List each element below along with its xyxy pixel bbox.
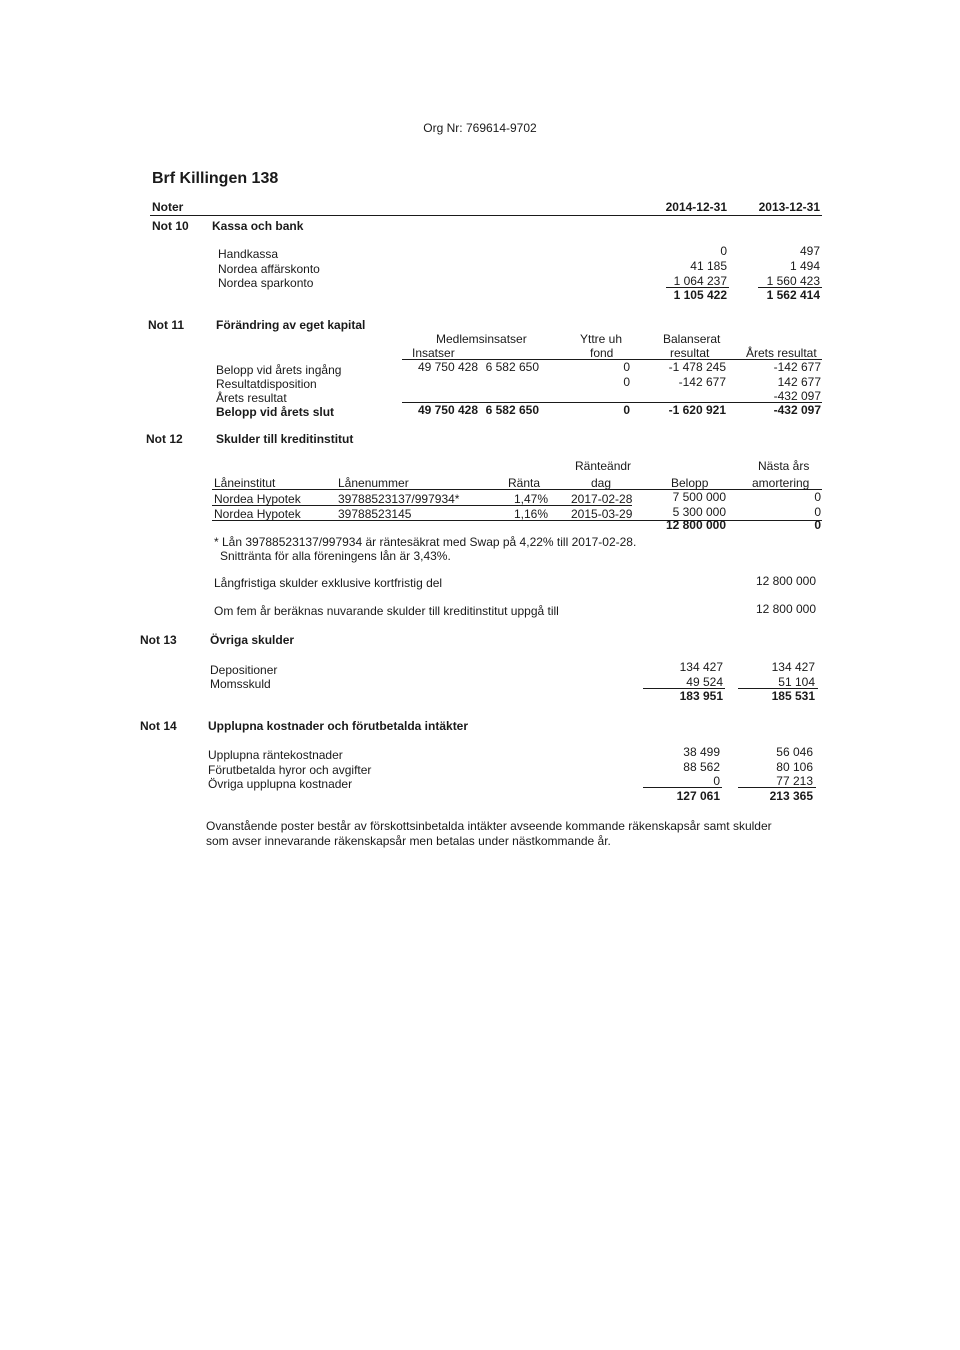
- value-2013: 80 106: [776, 760, 813, 774]
- note-11-label: Not 11: [148, 318, 185, 332]
- loan-number: 39788523137/997934*: [338, 492, 460, 506]
- value-2014: 0: [713, 774, 720, 788]
- sum-rule: [643, 787, 722, 788]
- value-2013: 77 213: [776, 774, 813, 788]
- value-arets: -142 677: [773, 360, 821, 374]
- column-header-amortering: amortering: [752, 476, 810, 490]
- value-balanserat: -1 478 245: [668, 360, 726, 374]
- column-header-arets-resultat: Årets resultat: [746, 346, 817, 360]
- average-rate-note: Snittränta för alla föreningens lån är 3,43%.: [220, 549, 451, 563]
- value-2014: 49 524: [686, 675, 723, 689]
- five-year-debt-label: Om fem år beräknas nuvarande skulder till kreditinstitut uppgå till: [214, 604, 559, 618]
- value-yttre: 0: [623, 360, 630, 374]
- header-rule: [150, 215, 822, 216]
- loan-rate-change-date: 2015-03-29: [571, 507, 633, 521]
- total-arets: -432 097: [773, 403, 821, 417]
- column-header-resultat: resultat: [670, 346, 710, 360]
- value-2013: 497: [799, 244, 820, 258]
- loan-amount: 5 300 000: [672, 505, 726, 519]
- sum-rule: [212, 520, 822, 521]
- value-2014: 134 427: [679, 660, 723, 674]
- column-header-insatser: Insatser: [412, 346, 455, 360]
- value-yttre: 0: [623, 375, 630, 389]
- loan-amortization: 0: [814, 490, 821, 504]
- total-2014: 183 951: [679, 689, 723, 703]
- column-header-dag: dag: [591, 476, 612, 490]
- total-balanserat: -1 620 921: [668, 403, 726, 417]
- footnote-line-2: som avser innevarande räkenskapsår men betalas under nästkommande år.: [206, 834, 611, 848]
- loan-amount: 7 500 000: [672, 490, 726, 504]
- value-2014: 88 562: [683, 760, 720, 774]
- total-2013: 213 365: [769, 789, 813, 803]
- row-label: Årets resultat: [216, 391, 287, 405]
- row-label: Nordea sparkonto: [218, 276, 314, 290]
- note-13-title: Övriga skulder: [210, 633, 295, 647]
- row-label: Belopp vid årets ingång: [216, 363, 342, 377]
- loan-rate: 1,47%: [513, 492, 548, 506]
- column-header-laneinstitut: Låneinstitut: [214, 476, 276, 490]
- row-label: Momsskuld: [210, 677, 271, 691]
- column-header-ranteandr: Ränteändr: [575, 459, 632, 473]
- company-name: Brf Killingen 138: [152, 170, 279, 187]
- total-2014: 127 061: [676, 789, 720, 803]
- value-2014: 41 185: [690, 259, 727, 273]
- notes-heading: Noter: [152, 200, 184, 214]
- loan-rate-change-date: 2017-02-28: [571, 492, 633, 506]
- total-insatser: 49 750 428: [417, 403, 478, 417]
- row-label: Depositioner: [210, 663, 278, 677]
- row-label: Resultatdisposition: [216, 377, 317, 391]
- org-number: Org Nr: 769614-9702: [423, 121, 537, 135]
- note-10-title: Kassa och bank: [212, 219, 304, 233]
- column-header-medlemsinsatser: Medlemsinsatser: [436, 332, 527, 346]
- value-arets: 142 677: [777, 375, 821, 389]
- five-year-debt-value: 12 800 000: [755, 602, 816, 616]
- footnote-line-1: Ovanstående poster består av förskottsinbetalda intäkter avseende kommande räkenskapsår samt skulder: [206, 819, 772, 833]
- long-term-debt-label: Långfristiga skulder exklusive kortfristig del: [214, 576, 443, 590]
- loan-institute: Nordea Hypotek: [214, 492, 301, 506]
- note-14-title: Upplupna kostnader och förutbetalda intäkter: [208, 719, 469, 733]
- loan-institute: Nordea Hypotek: [214, 507, 301, 521]
- note-10-label: Not 10: [152, 219, 189, 233]
- value-2013: 1 494: [789, 259, 820, 273]
- value-2014: 38 499: [683, 745, 720, 759]
- year-2014-header: 2014-12-31: [665, 200, 727, 214]
- column-header-fond: fond: [590, 346, 614, 360]
- loan-amortization: 0: [814, 505, 821, 519]
- sum-rule: [738, 787, 816, 788]
- column-header-yttre: Yttre uh: [580, 332, 623, 346]
- row-rule: [212, 505, 632, 506]
- total-2013: 185 531: [771, 689, 815, 703]
- row-label-total: Belopp vid årets slut: [216, 405, 335, 419]
- year-2013-header: 2013-12-31: [758, 200, 820, 214]
- row-label: Nordea affärskonto: [218, 262, 320, 276]
- row-label: Handkassa: [218, 247, 279, 261]
- total-yttre: 0: [623, 403, 630, 417]
- total-2013: 1 562 414: [766, 288, 820, 302]
- value-2014: 1 064 237: [673, 274, 727, 288]
- column-header-nasta: Nästa års: [758, 459, 810, 473]
- row-label: Förutbetalda hyror och avgifter: [208, 763, 372, 777]
- column-header-belopp: Belopp: [671, 476, 709, 490]
- value-2014: 0: [720, 244, 727, 258]
- note-13-label: Not 13: [140, 633, 177, 647]
- total-2014: 1 105 422: [673, 288, 727, 302]
- note-14-label: Not 14: [140, 719, 177, 733]
- loan-total-amortization: 0: [814, 518, 821, 532]
- value-2013: 56 046: [776, 745, 813, 759]
- value-2013: 1 560 423: [766, 274, 820, 288]
- value-2013: 51 104: [778, 675, 815, 689]
- header-rule: [212, 489, 822, 490]
- column-header-lanenummer: Lånenummer: [338, 476, 409, 490]
- note-12-label: Not 12: [146, 432, 183, 446]
- total-medlem: 6 582 650: [485, 403, 539, 417]
- value-medlem: 6 582 650: [485, 360, 539, 374]
- value-balanserat: -142 677: [678, 375, 726, 389]
- value-arets: -432 097: [773, 389, 821, 403]
- long-term-debt-value: 12 800 000: [755, 574, 816, 588]
- row-label: Övriga upplupna kostnader: [208, 777, 353, 791]
- column-header-balanserat: Balanserat: [663, 332, 721, 346]
- row-label: Upplupna räntekostnader: [208, 748, 343, 762]
- swap-note: * Lån 39788523137/997934 är räntesäkrat med Swap på 4,22% till 2017-02-28.: [214, 535, 637, 549]
- value-2013: 134 427: [771, 660, 815, 674]
- loan-total-amount: 12 800 000: [665, 518, 726, 532]
- note-11-title: Förändring av eget kapital: [216, 318, 366, 332]
- note-12-title: Skulder till kreditinstitut: [216, 432, 354, 446]
- column-header-ranta: Ränta: [508, 476, 541, 490]
- loan-rate: 1,16%: [513, 507, 548, 521]
- loan-number: 39788523145: [338, 507, 412, 521]
- value-insatser: 49 750 428: [417, 360, 478, 374]
